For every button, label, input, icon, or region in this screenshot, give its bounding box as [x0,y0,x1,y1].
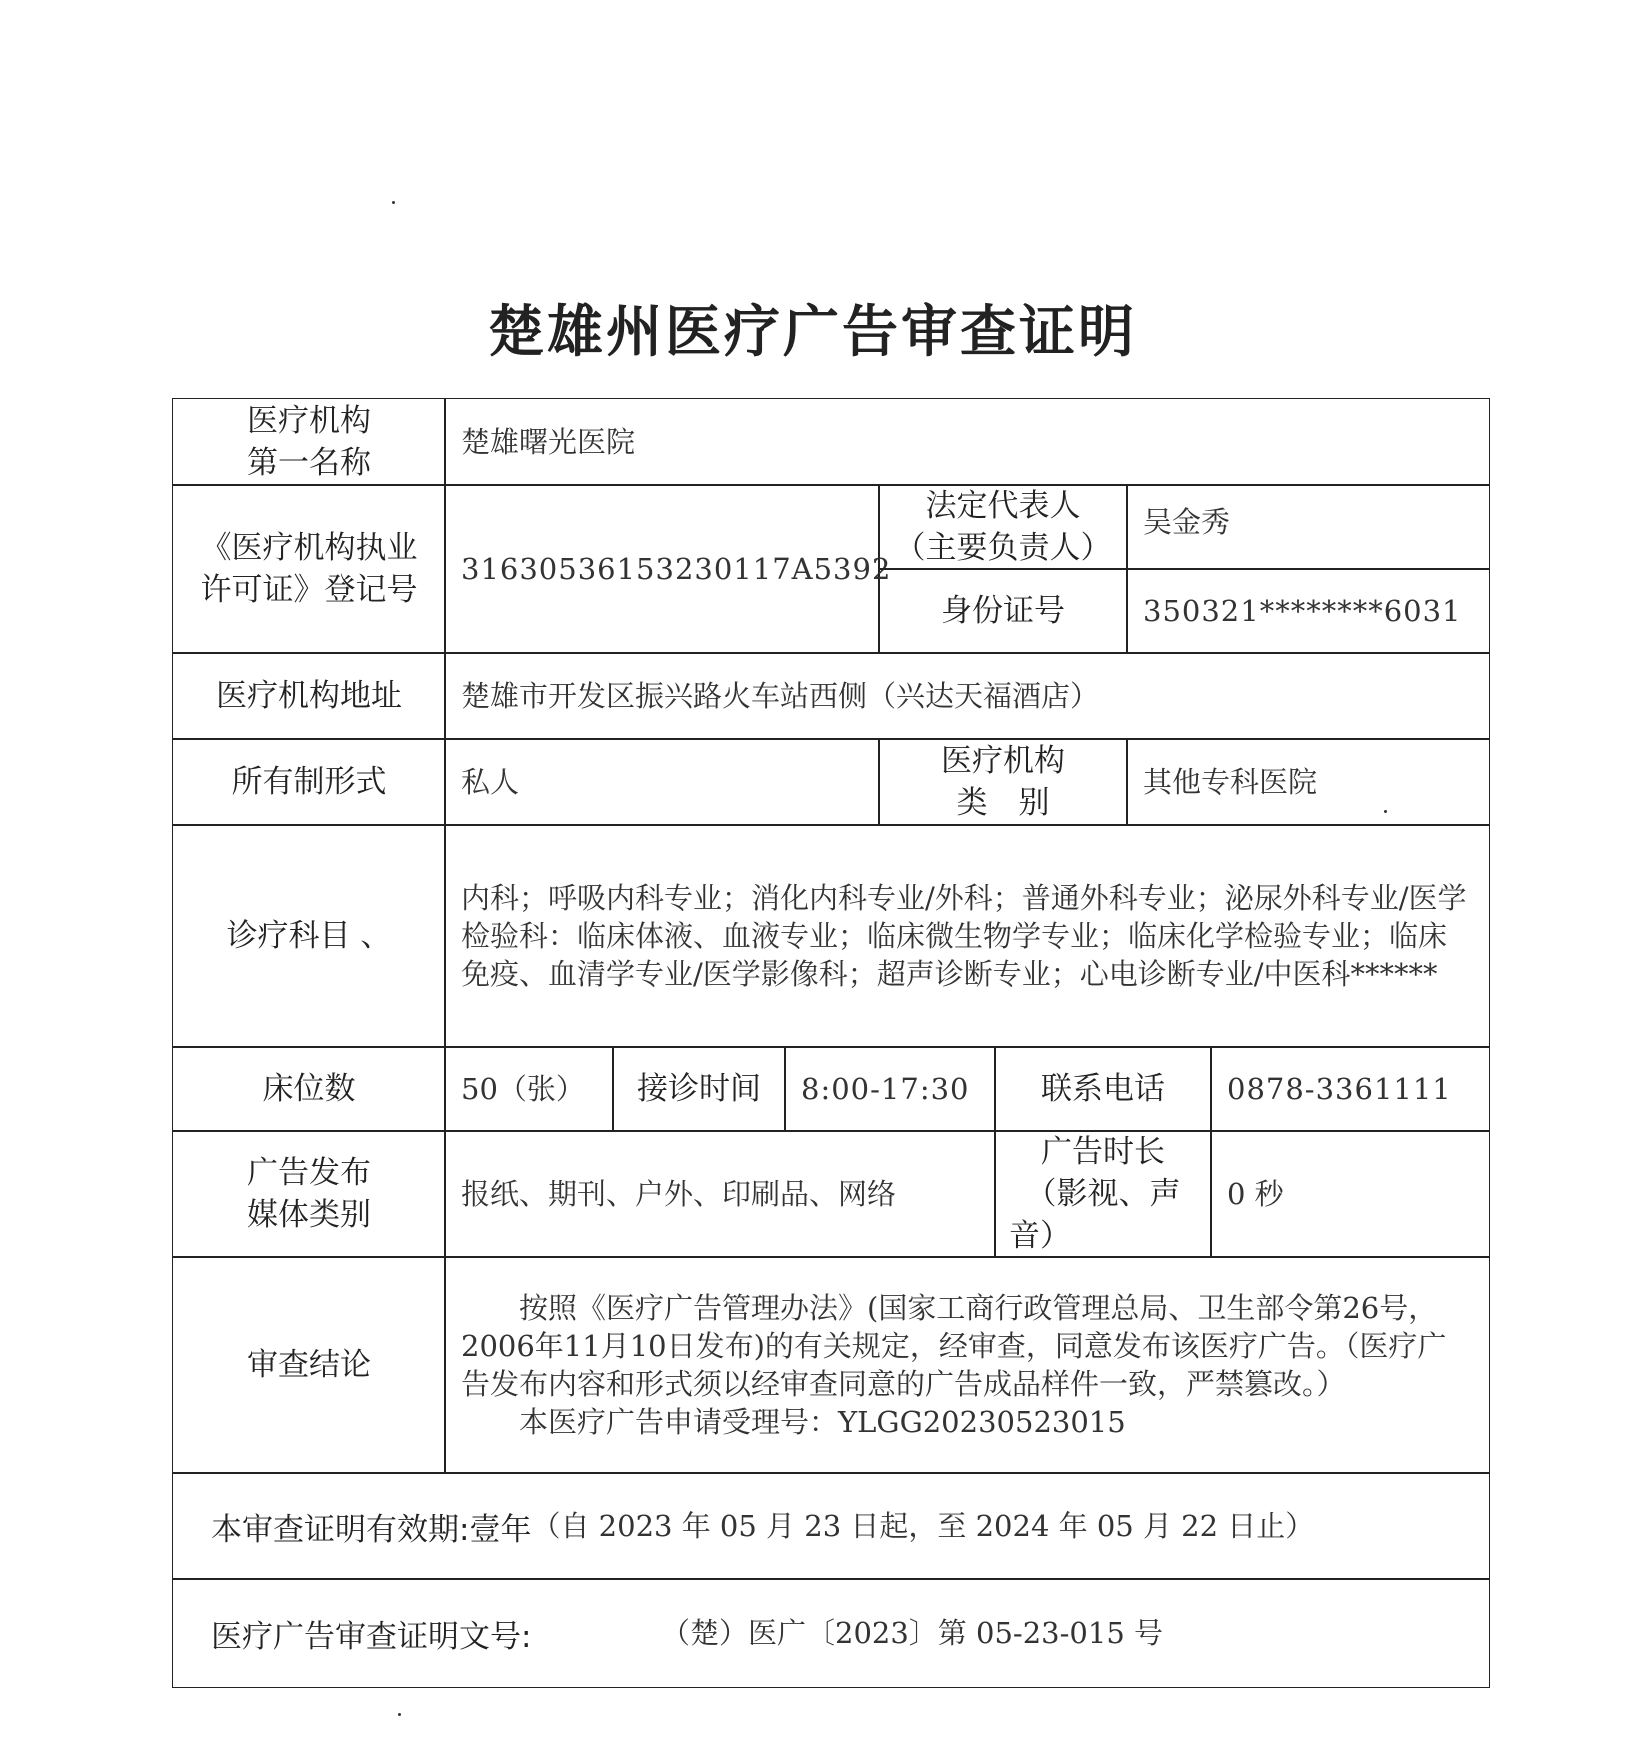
legal-representative-value [1126,484,1490,570]
phone-label [994,1046,1212,1132]
institution-type-text: 其他专科医院 [1143,765,1318,799]
beds-label [172,1046,446,1132]
id-number-value [1126,568,1490,654]
departments-text: 内科；呼吸内科专业；消化内科专业/外科；普通外科专业；泌尿外科专业/医学检验科：临床体液、血液专业；临床微生物学专业；临床化学检验专业；临床免疫、血清学专业/医学影像科；超声诊断专业；心电诊断专业/中医科****** [461,881,1467,991]
ownership-label [172,738,446,826]
ownership-value [444,738,880,826]
institution-name-label [172,398,446,486]
ad-duration-value [1210,1130,1490,1258]
institution-type-value [1126,738,1490,826]
beds-label-text: 床位数 [262,1071,356,1107]
institution-name-value [444,398,1490,486]
validity-term: 壹年 [469,1511,532,1548]
license-number-label [172,484,446,654]
phone-value [1210,1046,1490,1132]
validity-range: （自 2023 年 05 月 23 日起，至 2024 年 05 月 22 日止） [531,1509,1315,1543]
media-type-label-line1: 广告发布 [247,1155,371,1191]
ad-duration-label-line3: 音） [1009,1218,1071,1254]
institution-name-text: 楚雄曙光医院 [461,425,636,459]
institution-name-label-line2: 第一名称 [247,445,371,481]
ad-duration-label-line1: 广告时长 [1041,1134,1165,1170]
legal-representative-label-line1: 法定代表人 [925,488,1081,524]
beds-text: 50（张） [461,1072,585,1106]
license-number-label-line1: 《医疗机构执业 [200,530,418,566]
document-title: 楚雄州医疗广告审查证明 [488,300,1137,365]
id-number-text: 350321********6031 [1143,594,1462,628]
ownership-text: 私人 [461,765,520,799]
review-conclusion-label-text: 审查结论 [247,1347,371,1383]
ad-duration-label [994,1130,1212,1258]
institution-type-label [878,738,1128,826]
departments-label [172,824,446,1048]
legal-representative-label [878,484,1128,570]
institution-type-label-line1: 医疗机构 [941,743,1065,779]
certificate-table [172,398,1492,1698]
legal-representative-text: 吴金秀 [1143,505,1231,539]
scan-speck [398,1713,401,1716]
address-value [444,652,1490,740]
ad-duration-label-line2: （影视、声 [1025,1176,1181,1212]
media-type-text: 报纸、期刊、户外、印刷品、网络 [461,1177,897,1211]
institution-type-label-line2: 类 别 [956,785,1050,821]
departments-label-text: 诊疗科目 、 [226,918,392,954]
media-type-label-line2: 媒体类别 [247,1197,371,1233]
phone-text: 0878-3361111 [1227,1072,1452,1106]
license-number-value [444,484,892,654]
license-number-label-line2: 许可证》登记号 [200,572,418,608]
media-type-label [172,1130,446,1258]
review-conclusion-text: 按照《医疗广告管理办法》(国家工商行政管理总局、卫生部令第26号，2006年11月10日发布)的有关规定，经审查，同意发布该医疗广告。（医疗广告发布内容和形式须以经审查同意的广告成品样件一致，严禁篡改。） [461,1291,1447,1401]
hours-label [612,1046,786,1132]
hours-text: 8:00-17:30 [801,1072,970,1106]
beds-value [444,1046,614,1132]
phone-label-text: 联系电话 [1041,1071,1165,1107]
license-number-text: 31630536153230117A5392 [461,552,892,586]
certificate-number-label: 医疗广告审查证明文号: [211,1618,532,1655]
address-text: 楚雄市开发区振兴路火车站西侧（兴达天福酒店） [461,679,1100,713]
id-number-label [878,568,1128,654]
ownership-label-text: 所有制形式 [231,764,387,800]
address-label-text: 医疗机构地址 [216,678,402,714]
id-number-label-text: 身份证号 [941,593,1065,629]
validity-label: 本审查证明有效期: [211,1511,470,1548]
hours-value [784,1046,996,1132]
address-label [172,652,446,740]
institution-name-label-line1: 医疗机构 [247,403,371,439]
ad-duration-text: 0 秒 [1227,1177,1284,1211]
review-conclusion-value [444,1256,1490,1474]
legal-representative-label-line2: （主要负责人） [894,530,1112,566]
application-number-text: 本医疗广告申请受理号：YLGG20230523015 [519,1405,1126,1439]
departments-value [444,824,1490,1048]
scan-speck [392,201,395,204]
certificate-number-row [172,1578,1490,1688]
hours-label-text: 接诊时间 [637,1071,761,1107]
validity-row [172,1472,1490,1580]
scan-speck [1384,810,1387,813]
review-conclusion-label [172,1256,446,1474]
certificate-number-value: （楚）医广〔2023〕第 05-23-015 号 [661,1616,1163,1650]
media-type-value [444,1130,996,1258]
